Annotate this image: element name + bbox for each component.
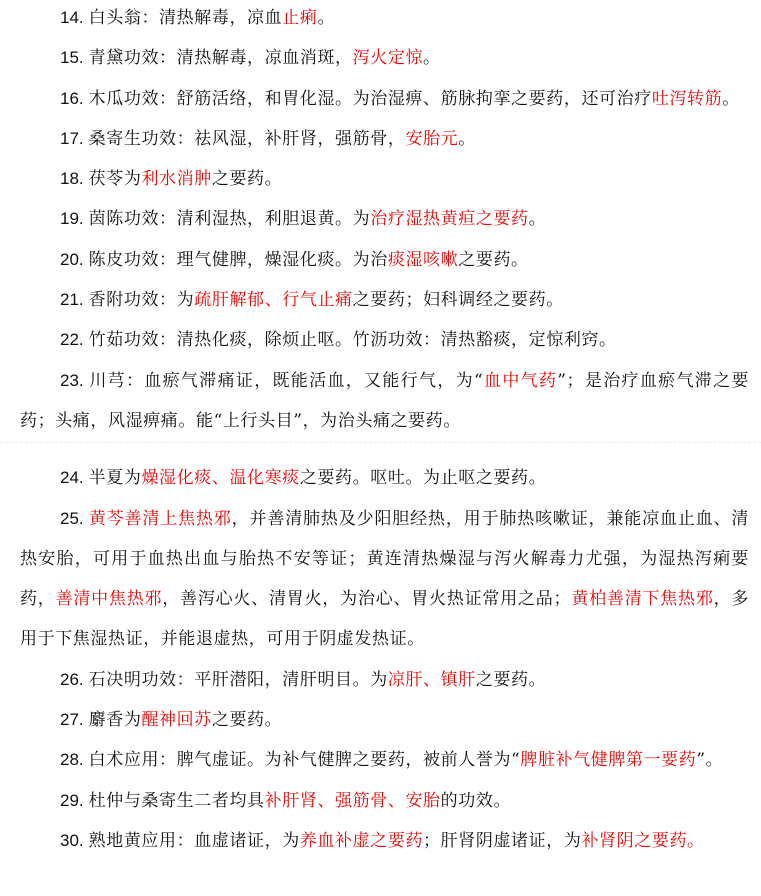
- item-text: 之要药。: [211, 169, 283, 190]
- item-number: 25.: [60, 508, 84, 528]
- page-break-divider: [20, 441, 749, 458]
- item-number: 30.: [60, 830, 84, 850]
- highlighted-phrase: 醒神回苏: [141, 710, 212, 731]
- list-item-28: [20, 740, 749, 780]
- highlighted-phrase: 黄柏善清下焦热邪: [571, 589, 714, 610]
- item-text: 石决明功效：平肝潜阳，清肝明目。为: [88, 669, 388, 690]
- item-number: 27.: [60, 710, 84, 730]
- highlighted-phrase: 安胎元: [405, 128, 459, 149]
- item-text: 半夏为: [88, 468, 142, 489]
- list-item-19: [20, 199, 749, 239]
- item-text: ，多用于下焦湿热证，并能退虚热，可用于阴虚发热证。: [20, 589, 750, 650]
- highlighted-phrase: 泻火定惊: [352, 48, 424, 69]
- highlighted-phrase: 吐泻转筋: [651, 88, 723, 109]
- item-number: 22.: [60, 330, 84, 350]
- item-text: 白术应用：脾气虚证。为补气健脾之要药，被前人誉为“: [88, 750, 521, 771]
- highlighted-phrase: 脾脏补气健脾第一要药: [520, 750, 697, 771]
- item-text: 。: [528, 209, 547, 230]
- item-number: 23.: [60, 370, 84, 390]
- list-item-26: [20, 660, 749, 700]
- item-number: 18.: [60, 169, 84, 189]
- item-text: 之要药。: [211, 710, 283, 731]
- highlighted-phrase: 止痢: [282, 8, 318, 28]
- list-item-14: [20, 0, 749, 38]
- list-item-21: [20, 280, 749, 320]
- list-item-20: [20, 240, 749, 280]
- highlighted-phrase: 养血补虚之要药: [299, 830, 424, 851]
- item-text: 之要药。呕吐。为止呕之要药。: [299, 468, 547, 489]
- list-item-22: [20, 320, 749, 360]
- item-number: 20.: [60, 249, 84, 269]
- list-item-25: [20, 499, 749, 660]
- item-text: ”。: [696, 750, 724, 771]
- item-text: 茵陈功效：清利湿热，利胆退黄。为: [88, 209, 371, 230]
- item-text: 竹茹功效：清热化痰，除烦止呕。竹沥功效：清热豁痰，定惊利窍。: [88, 330, 617, 351]
- item-number: 19.: [60, 209, 84, 229]
- list-item-18: [20, 159, 749, 199]
- item-text: 。: [317, 8, 336, 28]
- item-number: 14.: [60, 8, 84, 27]
- highlighted-phrase: 凉肝、镇肝: [387, 669, 476, 690]
- item-number: 24.: [60, 468, 84, 488]
- highlighted-phrase: 补肝肾、强筋骨、安胎: [264, 790, 441, 811]
- list-item-16: [20, 79, 749, 119]
- item-text: 桑寄生功效：祛风湿，补肝肾，强筋骨，: [88, 128, 406, 149]
- list-item-23: [20, 361, 749, 442]
- item-text: 之要药；妇科调经之要药。: [352, 290, 564, 311]
- item-text: ；肝肾阴虚诸证，为: [423, 830, 582, 851]
- list-item-17: [20, 119, 749, 159]
- item-number: 16.: [60, 88, 84, 108]
- highlighted-phrase: 燥湿化痰、温化寒痰: [141, 468, 300, 489]
- item-text: 陈皮功效：理气健脾，燥湿化痰。为治: [88, 249, 388, 270]
- item-number: 15.: [60, 48, 84, 68]
- item-text: 青黛功效：清热解毒，凉血消斑，: [88, 48, 353, 69]
- item-text: ，善泻心火、清胃火，为治心、胃火热证常用之品；: [162, 589, 572, 610]
- highlighted-phrase: 痰湿咳嗽: [387, 249, 459, 270]
- item-text: 之要药。: [475, 669, 547, 690]
- item-number: 21.: [60, 290, 84, 310]
- highlighted-phrase: 疏肝解郁、行气止痛: [194, 290, 353, 311]
- item-text: 茯苓为: [88, 169, 142, 190]
- list-item-30: [20, 821, 749, 861]
- item-text: 。: [458, 128, 476, 149]
- highlighted-phrase: 善清中焦热邪: [55, 589, 163, 610]
- item-text: 香附功效：为: [88, 290, 195, 311]
- item-number: 26.: [60, 669, 84, 689]
- item-text: 。: [423, 48, 441, 69]
- item-text: 。: [722, 88, 740, 109]
- item-text: 熟地黄应用：血虚诸证，为: [88, 830, 300, 851]
- list-item-27: [20, 700, 749, 740]
- item-text: 川芎：血瘀气滞痛证，既能活血，又能行气，为“: [88, 370, 484, 391]
- list-item-24: [20, 458, 749, 498]
- highlighted-phrase: 治疗湿热黄疸之要药: [370, 209, 529, 230]
- item-text: 白头翁：清热解毒，凉血: [88, 8, 283, 28]
- item-number: 28.: [60, 750, 84, 770]
- item-text: 麝香为: [88, 710, 142, 731]
- item-text: 杜仲与桑寄生二者均具: [88, 790, 265, 811]
- item-text: ，并善清肺热及少阳胆经热，用于肺热咳嗽证，兼能凉血止血、清热安胎，可用于血热出血与胎热不安等证；黄连清热燥湿与泻火解毒力尤强，为湿热泻痢要药，: [20, 508, 749, 610]
- item-number: 29.: [60, 790, 84, 810]
- highlighted-phrase: 黄芩善清上焦热邪: [88, 508, 232, 529]
- item-text: 之要药。: [458, 249, 529, 270]
- item-text: 木瓜功效：舒筋活络，和胃化湿。为治湿痹、筋脉拘挛之要药，还可治疗: [88, 88, 652, 109]
- highlighted-phrase: 血中气药: [483, 370, 558, 391]
- list-item-15: [20, 38, 749, 78]
- highlighted-phrase: 利水消肿: [141, 169, 212, 190]
- list-item-29: [20, 781, 749, 821]
- highlighted-phrase: 补肾阴之要药。: [581, 830, 705, 851]
- item-text: ”；是治疗血瘀气滞之要药；头痛，风湿痹痛。能“上行头目”，为治头痛之要药。: [20, 370, 749, 431]
- item-number: 17.: [60, 128, 84, 148]
- item-text: 的功效。: [440, 790, 512, 811]
